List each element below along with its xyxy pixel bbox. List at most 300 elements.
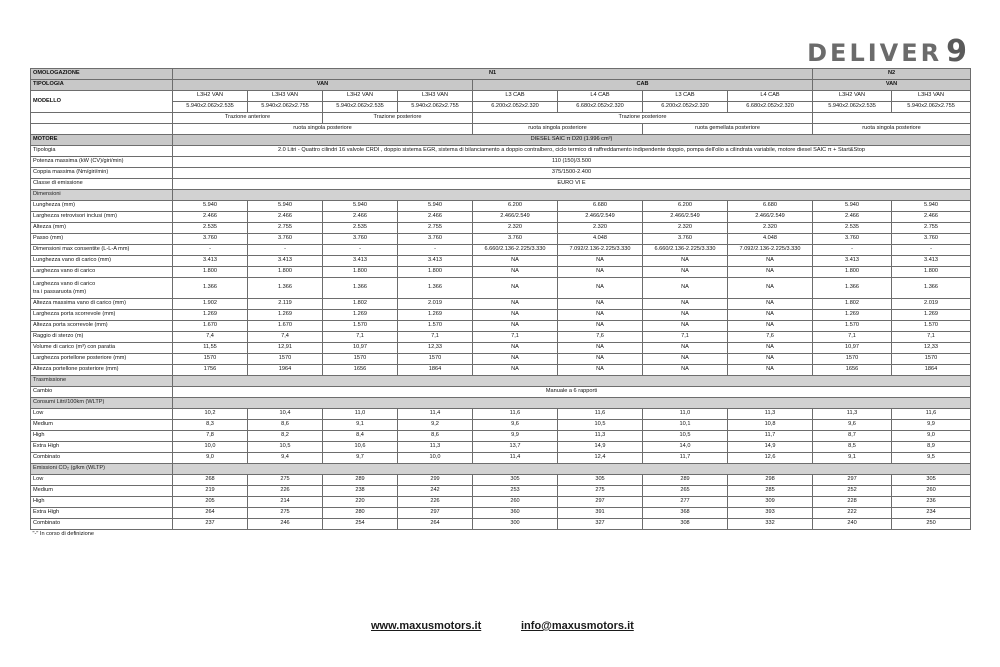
consumption-row-value: 10,5 [248, 442, 323, 453]
dimension-row-value: NA [558, 354, 643, 365]
emission-row-value: 275 [558, 486, 643, 497]
dimension-row-value: 3.760 [813, 234, 892, 245]
emission-row-value: 275 [248, 508, 323, 519]
dimension-row-value: 2.466/2.549 [643, 212, 728, 223]
model-dims: 5.940x2.062x2.755 [892, 102, 971, 113]
dimension-row-value: 3.760 [248, 234, 323, 245]
consumption-row-value: 11,4 [398, 409, 473, 420]
consumption-row-value: 11,0 [323, 409, 398, 420]
dimension-row-value: 12,91 [248, 343, 323, 354]
dimension-row-value: 1.800 [323, 267, 398, 278]
emission-row-value: 277 [643, 497, 728, 508]
consumption-row-value: 10,5 [643, 431, 728, 442]
dimension-row [31, 354, 971, 365]
dimension-row-value: 2.019 [892, 299, 971, 310]
emission-row-value: 305 [892, 475, 971, 486]
dimension-row-value: 1.570 [892, 321, 971, 332]
emission-row-value: 260 [473, 497, 558, 508]
dimension-row-value: 1964 [248, 365, 323, 376]
trazione-empty-n2 [813, 113, 971, 124]
dimension-row-value: 1.366 [248, 278, 323, 299]
van-header: VAN [173, 80, 473, 91]
consumption-row-value: 10,4 [248, 409, 323, 420]
dimension-row-value: 1.670 [248, 321, 323, 332]
emission-row-value: 234 [892, 508, 971, 519]
dimension-row-value: 1.570 [398, 321, 473, 332]
ruota-singola-van: ruota singola posteriore [173, 124, 473, 135]
emission-row-value: 254 [323, 519, 398, 530]
dimension-row-value: 1.570 [323, 321, 398, 332]
dimension-row-value: 1.269 [323, 310, 398, 321]
dimension-row-value: 1.269 [892, 310, 971, 321]
dimension-row-value: 7,1 [813, 332, 892, 343]
consumption-row-value: 10,2 [173, 409, 248, 420]
dimension-row-label: Altezza massima vano di carico (mm) [31, 299, 173, 310]
emission-row-value: 360 [473, 508, 558, 519]
dimension-row [31, 223, 971, 234]
emission-row-value: 238 [323, 486, 398, 497]
dimension-row-value: NA [643, 256, 728, 267]
dimension-row-value: 3.760 [323, 234, 398, 245]
website-link[interactable]: www.maxusmotors.it [371, 620, 482, 632]
model-name: L3 CAB [473, 91, 558, 102]
consumption-row-value: 9,5 [892, 453, 971, 464]
logo-number: 9 [946, 34, 970, 69]
emission-row-value: 393 [728, 508, 813, 519]
consumption-row [31, 431, 971, 442]
dimension-row-value: 3.760 [892, 234, 971, 245]
consumption-row-value: 13,7 [473, 442, 558, 453]
tipologia-motore-value: 2.0 Litri - Quattro cilindri 16 valvole CRDI , doppio sistema EGR, sistema di bilanciamento a doppio contralbero, ciclo termico di raffreddamento indipendente doppio, pompa dell'olio a cilindrata variabile, motore diesel SAIC π + Start&Stop [173, 146, 971, 157]
emission-row-value: 275 [248, 475, 323, 486]
consumption-row-value: 12,4 [558, 453, 643, 464]
model-dims: 6.680x2.052x2.320 [558, 102, 643, 113]
model-name: L3H3 VAN [248, 91, 323, 102]
dimension-row-value: NA [643, 321, 728, 332]
emission-row-value: 289 [323, 475, 398, 486]
van2-header: VAN [813, 80, 971, 91]
emission-row [31, 519, 971, 530]
dimension-row-value: NA [728, 343, 813, 354]
emission-row-value: 250 [892, 519, 971, 530]
consumption-row-value: 14,9 [558, 442, 643, 453]
emission-row-value: 298 [728, 475, 813, 486]
emission-row-label: High [31, 497, 173, 508]
dimension-row-value: 1.269 [398, 310, 473, 321]
cambio-label: Cambio [31, 387, 173, 398]
emission-row-value: 305 [558, 475, 643, 486]
motore-row [31, 135, 971, 146]
dimension-row-label: Larghezza retrovisori inclusi (mm) [31, 212, 173, 223]
dimension-row-value: NA [728, 267, 813, 278]
consumption-row [31, 453, 971, 464]
consumption-row-value: 11,3 [558, 431, 643, 442]
model-name: L3H2 VAN [813, 91, 892, 102]
model-dims: 5.940x2.062x2.535 [813, 102, 892, 113]
dimension-row-value: 5.940 [248, 201, 323, 212]
emission-row-value: 240 [813, 519, 892, 530]
consumption-row-value: 9,9 [892, 420, 971, 431]
dimension-row-value: 1.366 [813, 278, 892, 299]
dimension-row-value: NA [643, 310, 728, 321]
dimension-row-value: 2.755 [892, 223, 971, 234]
consumption-row-value: 10,1 [643, 420, 728, 431]
dimension-row-value: 2.466 [892, 212, 971, 223]
note-fill [173, 530, 971, 541]
trasmissione-section [31, 376, 971, 387]
dimension-row-value: NA [473, 321, 558, 332]
model-dims: 6.200x2.052x2.320 [643, 102, 728, 113]
dimension-row-value: 1.366 [173, 278, 248, 299]
dimension-row-value: 6.680 [558, 201, 643, 212]
dimension-row-value: NA [643, 278, 728, 299]
consumption-row-value: 10,5 [558, 420, 643, 431]
motore-label: MOTORE [31, 135, 173, 146]
dimension-row-value: 6.660/2.136-2.225/3.330 [473, 245, 558, 256]
dimension-row-value: 2.466/2.549 [728, 212, 813, 223]
dimension-row-value: NA [473, 278, 558, 299]
dimension-row-value: 3.413 [892, 256, 971, 267]
ruota-empty [31, 124, 173, 135]
emission-row-value: 297 [813, 475, 892, 486]
dimension-row-value: 7.092/2.136-2.225/3.330 [728, 245, 813, 256]
dimension-row-value: NA [558, 365, 643, 376]
dimension-row-value: NA [728, 299, 813, 310]
n1-header: N1 [173, 69, 813, 80]
model-name: L3H2 VAN [323, 91, 398, 102]
trazione-posteriore-cab: Trazione posteriore [473, 113, 813, 124]
ruota-gemellata-cab: ruota gemellata posteriore [643, 124, 813, 135]
consumption-row-value: 9,2 [398, 420, 473, 431]
consumption-row-label: Low [31, 409, 173, 420]
tipologia-motore-label: Tipologia [31, 146, 173, 157]
dimension-row-value: NA [473, 343, 558, 354]
emission-row-value: 391 [558, 508, 643, 519]
dimension-row-value: 12,33 [398, 343, 473, 354]
dimension-row-value: 2.535 [173, 223, 248, 234]
dimension-row-value: 1.800 [813, 267, 892, 278]
dimension-row [31, 321, 971, 332]
dimension-row-value: NA [558, 267, 643, 278]
consumi-section [31, 398, 971, 409]
emission-row-value: 327 [558, 519, 643, 530]
consumption-row-value: 14,0 [643, 442, 728, 453]
tipologia-label: TIPOLOGIA [31, 80, 173, 91]
spec-sheet [30, 68, 970, 540]
emission-row-value: 219 [173, 486, 248, 497]
email-link[interactable]: info@maxusmotors.it [521, 620, 634, 632]
model-dims: 6.200x2.052x2.320 [473, 102, 558, 113]
consumption-row-label: Extra High [31, 442, 173, 453]
dimension-row [31, 245, 971, 256]
dimension-row-value: NA [473, 365, 558, 376]
dimension-row-value: NA [643, 354, 728, 365]
emission-row-value: 226 [398, 497, 473, 508]
consumption-row-value: 11,6 [892, 409, 971, 420]
dimension-row [31, 343, 971, 354]
dimension-row-value: 6.680 [728, 201, 813, 212]
dimension-row-value: 1.802 [813, 299, 892, 310]
dimension-row-value: 6.660/2.136-2.225/3.330 [643, 245, 728, 256]
consumption-row-label: Medium [31, 420, 173, 431]
dimension-row-value: NA [558, 321, 643, 332]
section-fill [173, 376, 971, 387]
dimension-row-value: 12,33 [892, 343, 971, 354]
dimension-row-value: 1570 [173, 354, 248, 365]
dimension-row-label: Larghezza porta scorrevole (mm) [31, 310, 173, 321]
emissioni-block [31, 464, 971, 475]
consumption-row-value: 8,5 [813, 442, 892, 453]
dimension-row-value: 3.413 [323, 256, 398, 267]
emission-row-value: 246 [248, 519, 323, 530]
emission-row-value: 237 [173, 519, 248, 530]
dimension-row-value: NA [558, 310, 643, 321]
consumption-row-value: 11,3 [813, 409, 892, 420]
consumi-section-label: Consumi Litri/100km (WLTP) [31, 398, 173, 409]
ruota-row [31, 124, 971, 135]
dimension-row-label: Lunghezza vano di carico (mm) [31, 256, 173, 267]
dimension-row-value: NA [473, 267, 558, 278]
omologazione-row [31, 69, 971, 80]
consumption-row-value: 14,9 [728, 442, 813, 453]
dimension-row-value: 2.535 [323, 223, 398, 234]
dimension-row-value: 1.366 [323, 278, 398, 299]
dimension-row-value: 1756 [173, 365, 248, 376]
dimension-row-value: 2.466 [248, 212, 323, 223]
dimension-row-value: 2.466 [323, 212, 398, 223]
consumi-rows [31, 409, 971, 464]
spec-table [30, 68, 971, 540]
tipologia-motore-row [31, 146, 971, 157]
dimension-row-value: NA [728, 256, 813, 267]
dimension-row-value: 3.413 [813, 256, 892, 267]
dimension-row-value: 7,6 [558, 332, 643, 343]
dimensioni-section [31, 190, 971, 201]
consumption-row-value: 10,0 [173, 442, 248, 453]
omologazione-label: OMOLOGAZIONE [31, 69, 173, 80]
dimension-row-value: 6.200 [643, 201, 728, 212]
model-name: L4 CAB [558, 91, 643, 102]
model-dims: 5.940x2.062x2.755 [398, 102, 473, 113]
dimension-row-value: NA [473, 256, 558, 267]
dimension-row-value: 1.570 [813, 321, 892, 332]
dimension-row-value: 7,1 [323, 332, 398, 343]
dimension-row-value: 3.760 [398, 234, 473, 245]
dimension-row-value: 3.413 [248, 256, 323, 267]
dimension-row-value: 5.940 [323, 201, 398, 212]
dimension-row-value: 1656 [813, 365, 892, 376]
dimension-row [31, 278, 971, 299]
dimension-row-value: 3.413 [398, 256, 473, 267]
consumption-row-value: 8,2 [248, 431, 323, 442]
coppia-row [31, 168, 971, 179]
dimension-row-value: NA [728, 365, 813, 376]
dimension-row-value: 2.320 [558, 223, 643, 234]
ruota-singola-cab: ruota singola posteriore [473, 124, 643, 135]
dimension-row [31, 332, 971, 343]
dimension-row-value: 1.269 [173, 310, 248, 321]
dimension-row-value: NA [728, 310, 813, 321]
consumption-row-value: 11,6 [473, 409, 558, 420]
trazione-posteriore-van: Trazione posteriore [323, 113, 473, 124]
dimension-row-value: 7,1 [643, 332, 728, 343]
dimension-row-value: - [248, 245, 323, 256]
dimension-row-value: NA [643, 365, 728, 376]
dimension-row-value: NA [558, 256, 643, 267]
dimension-row-value: 2.755 [248, 223, 323, 234]
dimension-row-value: 1864 [892, 365, 971, 376]
emission-row-value: 309 [728, 497, 813, 508]
emission-row-label: Medium [31, 486, 173, 497]
consumption-row [31, 420, 971, 431]
model-name: L3H3 VAN [892, 91, 971, 102]
dimensioni-section-label: Dimensioni [31, 190, 173, 201]
dimension-row [31, 212, 971, 223]
emission-row-value: 253 [473, 486, 558, 497]
emission-row-value: 264 [398, 519, 473, 530]
dimension-row-label [31, 278, 173, 299]
motore-value: DIESEL SAIC π D20 (1.996 cm³) [173, 135, 971, 146]
emission-row-value: 280 [323, 508, 398, 519]
dimension-row-value: 1570 [398, 354, 473, 365]
emission-row-value: 265 [643, 486, 728, 497]
dimension-row-value: 1570 [892, 354, 971, 365]
emission-row-value: 297 [558, 497, 643, 508]
dimension-row-value: 3.760 [473, 234, 558, 245]
emission-row-value: 226 [248, 486, 323, 497]
dimension-row-value: 2.019 [398, 299, 473, 310]
dimension-row-label: Dimensioni max consentite (L-L-A mm) [31, 245, 173, 256]
dimension-row-label: Altezza porta scorrevole (mm) [31, 321, 173, 332]
dimension-row-value: 4.048 [558, 234, 643, 245]
emission-row-value: 332 [728, 519, 813, 530]
trazione-row [31, 113, 971, 124]
dimension-row-value: 1.902 [173, 299, 248, 310]
cambio-row [31, 387, 971, 398]
dimension-row-value: NA [558, 343, 643, 354]
emission-row [31, 486, 971, 497]
emission-row-value: 242 [398, 486, 473, 497]
classe-row [31, 179, 971, 190]
dimension-row-value: 7,1 [473, 332, 558, 343]
dimension-row-value: - [813, 245, 892, 256]
classe-label: Classe di emissione [31, 179, 173, 190]
dimension-row-value: 6.200 [473, 201, 558, 212]
coppia-label: Coppia massima (Nm/giri/min) [31, 168, 173, 179]
dimension-row-value: 1.269 [248, 310, 323, 321]
consumption-row-value: 10,0 [398, 453, 473, 464]
consumption-row-value: 11,6 [558, 409, 643, 420]
consumption-row-value: 9,1 [813, 453, 892, 464]
dimension-row-value: 1.670 [173, 321, 248, 332]
consumption-row-value: 8,6 [398, 431, 473, 442]
dimension-row-value: 1656 [323, 365, 398, 376]
dimension-row [31, 299, 971, 310]
consumption-row-value: 9,0 [173, 453, 248, 464]
consumption-row-value: 10,8 [728, 420, 813, 431]
dimension-row-value: 5.940 [813, 201, 892, 212]
consumption-row-value: 11,7 [643, 453, 728, 464]
dimension-row-value: 2.466 [173, 212, 248, 223]
model-name: L3H3 VAN [398, 91, 473, 102]
dimension-row-value: NA [558, 299, 643, 310]
emission-row-value: 300 [473, 519, 558, 530]
ruota-singola-n2: ruota singola posteriore [813, 124, 971, 135]
dimension-row-value: 7,1 [892, 332, 971, 343]
emission-row-value: 305 [473, 475, 558, 486]
section-fill [173, 398, 971, 409]
model-dims: 5.940x2.062x2.755 [248, 102, 323, 113]
dimension-row-value: 7,4 [173, 332, 248, 343]
consumption-row-value: 8,9 [892, 442, 971, 453]
consumption-row-value: 11,4 [473, 453, 558, 464]
dimension-row-value: - [892, 245, 971, 256]
consumption-row-value: 11,7 [728, 431, 813, 442]
trazione-anteriore: Trazione anteriore [173, 113, 323, 124]
emission-row-value: 214 [248, 497, 323, 508]
dimension-row-label: Larghezza portellone posteriore (mm) [31, 354, 173, 365]
emission-row-value: 299 [398, 475, 473, 486]
dimension-row [31, 234, 971, 245]
dimension-row-value: 2.320 [728, 223, 813, 234]
dimension-row [31, 256, 971, 267]
emissioni-section [31, 464, 971, 475]
dimension-row-label: Larghezza vano di carico [31, 267, 173, 278]
consumption-row-value: 8,7 [813, 431, 892, 442]
dimension-row-value: NA [728, 354, 813, 365]
note-block [31, 530, 971, 541]
dimension-row-value: 5.940 [892, 201, 971, 212]
potenza-row [31, 157, 971, 168]
dimension-row-label: Altezza portellone posteriore (mm) [31, 365, 173, 376]
model-name: L3H2 VAN [173, 91, 248, 102]
dimension-row-label: Volume di carico (m³) con paratia [31, 343, 173, 354]
dimension-row-value: NA [473, 310, 558, 321]
dimension-row-value: NA [728, 321, 813, 332]
dimension-row-value: NA [728, 278, 813, 299]
dimension-row-value: 1.800 [398, 267, 473, 278]
emission-row-value: 222 [813, 508, 892, 519]
consumption-row [31, 442, 971, 453]
dimension-row-value: 1570 [813, 354, 892, 365]
potenza-label: Potenza massima (kW (CV)/giri/min) [31, 157, 173, 168]
dimension-row-value: 5.940 [173, 201, 248, 212]
emission-row [31, 497, 971, 508]
dimension-row-value: NA [473, 354, 558, 365]
dimension-row-value: - [323, 245, 398, 256]
dimension-row-value: 1.800 [892, 267, 971, 278]
dimension-row-value: 1.269 [813, 310, 892, 321]
emission-row [31, 508, 971, 519]
modello-label: MODELLO [31, 91, 173, 113]
model-dims: 5.940x2.062x2.535 [173, 102, 248, 113]
dimension-row-label: Raggio di sterzo (m) [31, 332, 173, 343]
dimension-row-value: 1.366 [892, 278, 971, 299]
emission-row-value: 205 [173, 497, 248, 508]
emission-row-value: 220 [323, 497, 398, 508]
dimension-row-value: 1.800 [173, 267, 248, 278]
dimension-row-value: 4.048 [728, 234, 813, 245]
consumption-row [31, 409, 971, 420]
consumption-row-value: 9,7 [323, 453, 398, 464]
dimension-row-value: 2.466/2.549 [473, 212, 558, 223]
trazione-empty [31, 113, 173, 124]
dimension-row-value: 2.466/2.549 [558, 212, 643, 223]
dimension-row-value: 7,1 [398, 332, 473, 343]
consumption-row-label: Combinato [31, 453, 173, 464]
dimension-row-value: 1.802 [323, 299, 398, 310]
emission-row-label: Extra High [31, 508, 173, 519]
